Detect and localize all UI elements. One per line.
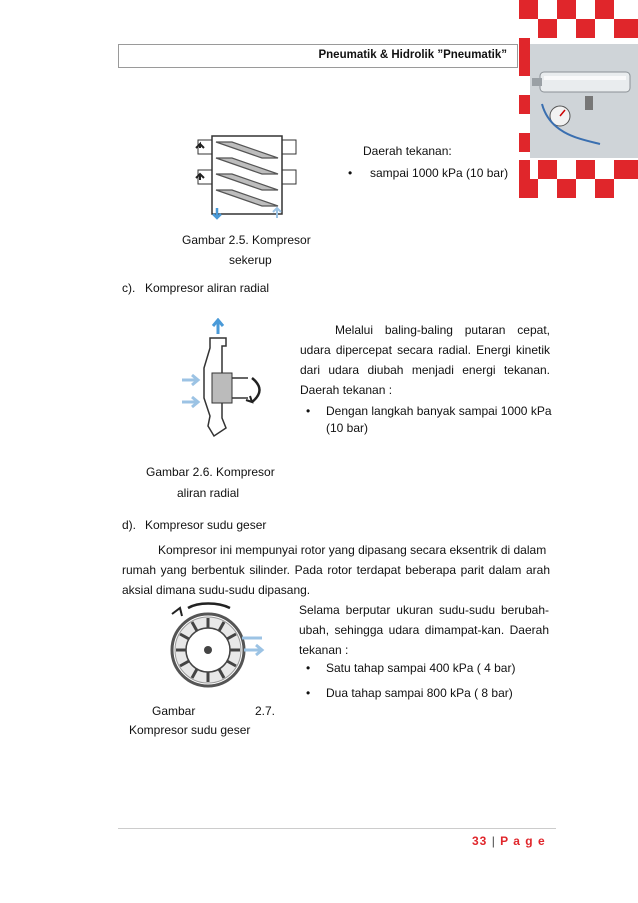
vane-intro-paragraph	[122, 540, 550, 600]
vane-bullet-1	[306, 661, 515, 675]
radial-compressor-figure	[178, 318, 268, 446]
screw-compressor-figure	[192, 128, 302, 220]
screw-pressure-bullet	[348, 166, 508, 180]
radial-paragraph	[300, 320, 550, 400]
vane-intro-line: rumah yang berbentuk silinder. Pada rotor terdapat beberapa parit dalam arah	[122, 563, 550, 577]
bullet-icon: •	[306, 661, 311, 675]
figure-2-7-caption-word1: Gambar	[152, 704, 196, 718]
vane-bullet-1-text: Satu tahap sampai 400 kPa ( 4 bar)	[326, 661, 516, 675]
page-number-value: 33	[472, 834, 488, 848]
header-photo	[530, 44, 638, 158]
vane-side-paragraph	[299, 600, 549, 660]
vane-compressor-figure	[158, 598, 270, 690]
radial-para-line: Daerah tekanan :	[300, 383, 393, 397]
bullet-icon: •	[306, 404, 311, 418]
radial-heading-marker: c).	[122, 281, 136, 295]
footer-divider	[118, 828, 556, 829]
screw-pressure-bullet-text: sampai 1000 kPa (10 bar)	[370, 166, 509, 180]
bullet-icon: •	[306, 686, 311, 700]
figure-2-5-caption-line2: sekerup	[229, 253, 272, 267]
page-number: 33 | P a g e	[472, 834, 546, 848]
radial-bullet-line2: (10 bar)	[326, 421, 369, 435]
header-title: Pneumatik & Hidrolik ”Pneumatik”	[318, 49, 507, 61]
figure-2-6-caption-line2: aliran radial	[177, 486, 240, 500]
vane-heading: Kompresor sudu geser	[145, 518, 267, 532]
header-bar	[118, 44, 518, 68]
vane-side-line: tekanan :	[299, 643, 349, 657]
vane-side-line: ubah, sehingga udara dimampat-kan. Daerah	[299, 623, 549, 637]
radial-bullet	[306, 401, 552, 421]
vane-side-line: Selama berputar ukuran sudu-sudu berubah-	[299, 603, 549, 617]
bullet-icon: •	[348, 166, 353, 180]
radial-para-line: udara dipercepat secara radial. Energi kinetik	[300, 343, 550, 357]
figure-2-6-caption-line1: Gambar 2.6. Kompresor	[146, 465, 275, 479]
radial-bullet-text: Dengan langkah banyak sampai 1000 kPa	[326, 404, 552, 418]
figure-2-5-caption-line1: Gambar 2.5. Kompresor	[182, 233, 311, 247]
page-label: P a g e	[500, 834, 546, 848]
vane-heading-marker: d).	[122, 518, 137, 532]
radial-para-line: dari udara diubah menjadi energi tekanan.	[300, 363, 550, 377]
radial-heading: Kompresor aliran radial	[145, 281, 270, 295]
screw-pressure-heading: Daerah tekanan:	[363, 144, 452, 158]
vane-intro-line: aksial dimana sudu-sudu dipasang.	[122, 583, 311, 597]
vane-bullet-2	[306, 686, 513, 700]
figure-2-7-caption-word2: 2.7.	[255, 704, 276, 718]
vane-intro-line: Kompresor ini mempunyai rotor yang dipasang secara eksentrik di dalam	[158, 543, 547, 557]
vane-bullet-2-text: Dua tahap sampai 800 kPa ( 8 bar)	[326, 686, 513, 700]
radial-para-line: Melalui baling-baling putaran cepat,	[335, 323, 550, 337]
figure-2-7-caption-line2: Kompresor sudu geser	[129, 723, 251, 737]
